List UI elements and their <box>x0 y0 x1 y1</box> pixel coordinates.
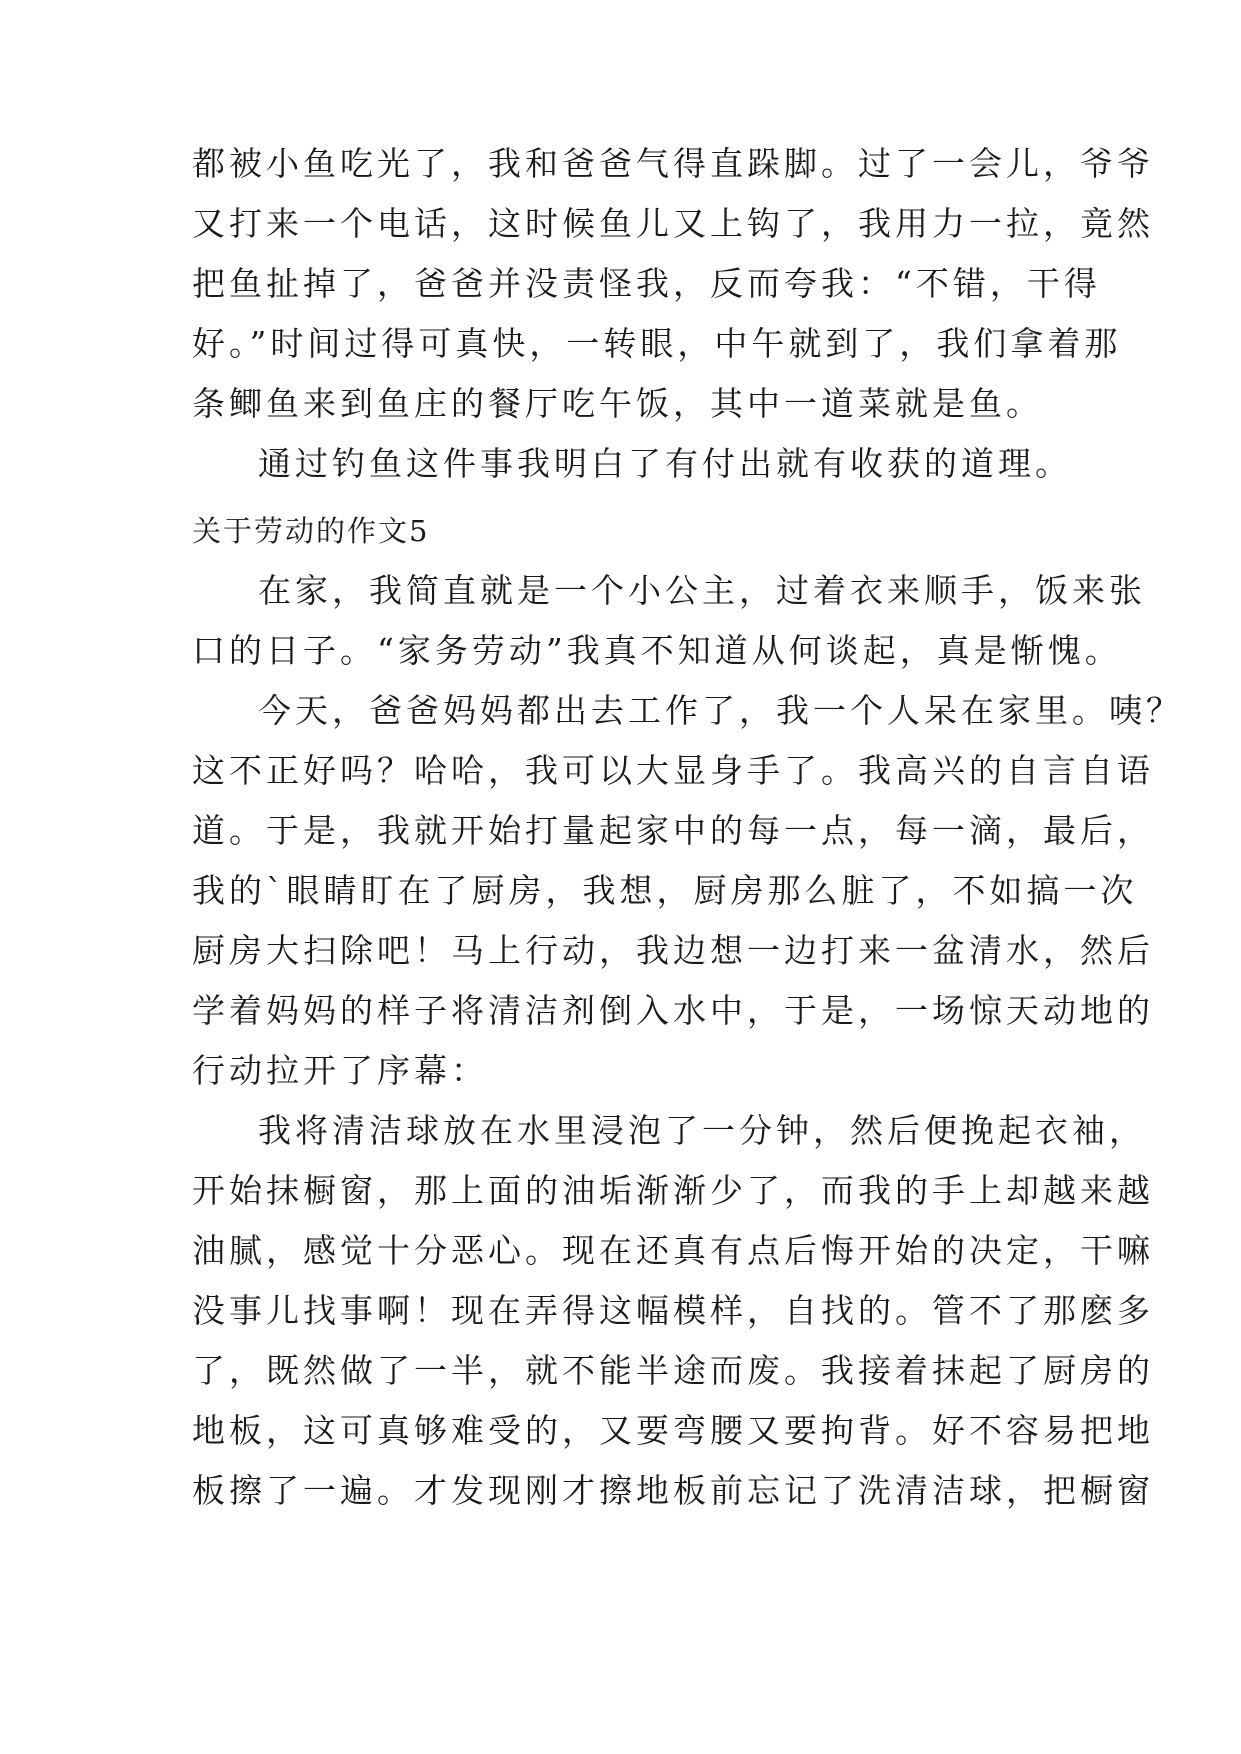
text-line: 好。”时间过得可真快，一转眼，中午就到了，我们拿着那 <box>192 324 1122 363</box>
text-line: 口的日子。“家务劳动”我真不知道从何谈起，真是惭愧。 <box>192 631 1122 670</box>
text-line: 条鲫鱼来到鱼庄的餐厅吃午饭，其中一道菜就是鱼。 <box>192 384 1043 423</box>
paragraph-1 <box>192 561 1146 681</box>
text-line: 在家，我简直就是一个小公主，过着衣来顺手，饭来张 <box>258 571 1146 610</box>
text-line: 了，既然做了一半，就不能半途而废。我接着抹起了厨房的 <box>192 1351 1154 1390</box>
text-line: 学着妈妈的样子将清洁剂倒入水中，于是，一场惊天动地的 <box>192 991 1154 1030</box>
text-line: 油腻，感觉十分恶心。现在还真有点后悔开始的决定，干嘛 <box>192 1231 1154 1270</box>
text-line: 我将清洁球放在水里浸泡了一分钟，然后便挽起衣袖， <box>258 1111 1146 1150</box>
text-line: 我的`眼睛盯在了厨房，我想，厨房那么脏了，不如搞一次 <box>192 871 1138 910</box>
essay-heading: 关于劳动的作文5 <box>192 514 430 548</box>
closing-sentence: 通过钓鱼这件事我明白了有付出就有收获的道理。 <box>258 444 1072 483</box>
paragraph-3 <box>192 1101 1154 1521</box>
text-line: 没事儿找事啊！现在弄得这幅模样，自找的。管不了那麽多 <box>192 1291 1154 1330</box>
text-line: 这不正好吗？哈哈，我可以大显身手了。我高兴的自言自语 <box>192 751 1154 790</box>
text-line: 厨房大扫除吧！马上行动，我边想一边打来一盆清水，然后 <box>192 931 1154 970</box>
text-line: 开始抹橱窗，那上面的油垢渐渐少了，而我的手上却越来越 <box>192 1171 1154 1210</box>
text-line: 又打来一个电话，这时候鱼儿又上钩了，我用力一拉，竟然 <box>192 204 1154 243</box>
text-line: 板擦了一遍。才发现刚才擦地板前忘记了洗清洁球，把橱窗 <box>192 1471 1154 1510</box>
text-line: 把鱼扯掉了，爸爸并没责怪我，反而夸我：“不错，干得 <box>192 264 1101 303</box>
previous-essay-ending <box>192 134 1154 494</box>
essay-5 <box>192 501 1183 1521</box>
text-line: 行动拉开了序幕： <box>192 1051 488 1090</box>
text-line: 道。于是，我就开始打量起家中的每一点，每一滴，最后， <box>192 811 1154 850</box>
text-line: 地板，这可真够难受的，又要弯腰又要拘背。好不容易把地 <box>192 1411 1154 1450</box>
text-line: 今天，爸爸妈妈都出去工作了，我一个人呆在家里。咦？ <box>258 691 1183 730</box>
paragraph-2 <box>192 681 1183 1101</box>
text-line: 都被小鱼吃光了，我和爸爸气得直跺脚。过了一会儿，爷爷 <box>192 144 1154 183</box>
